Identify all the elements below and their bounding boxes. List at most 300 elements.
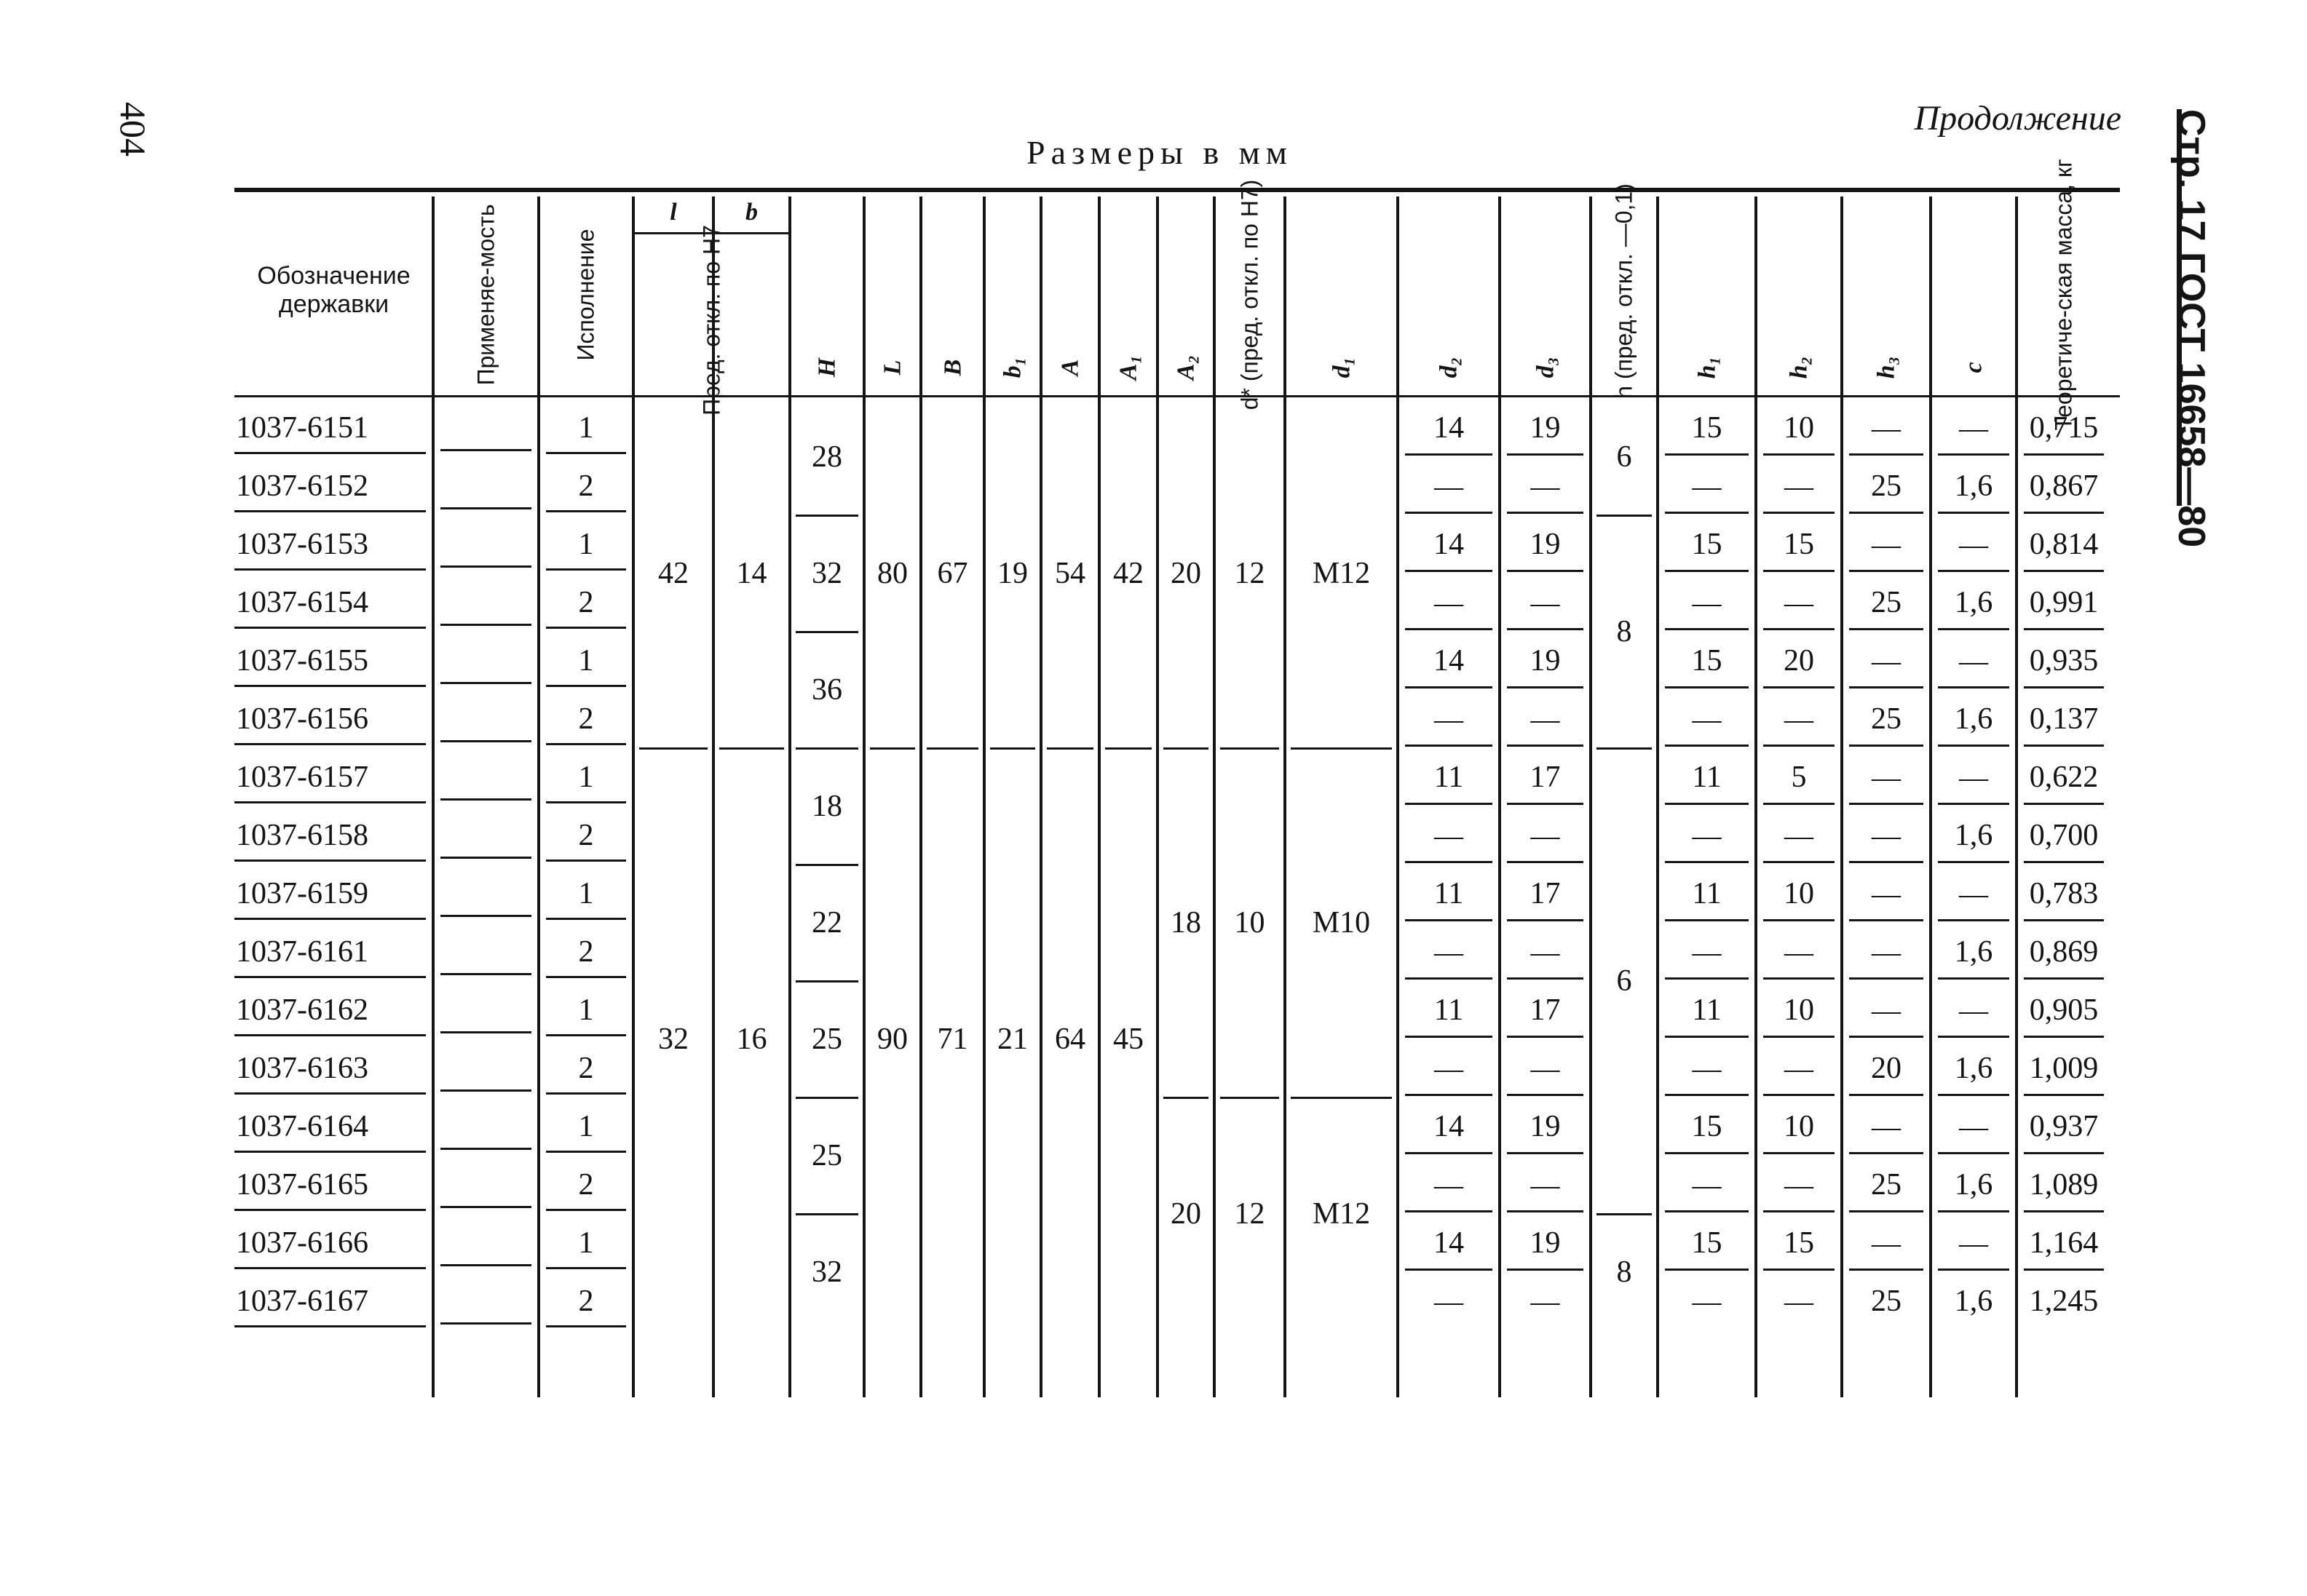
group-b1-cell: 19 [997, 557, 1028, 590]
header-l: l [670, 199, 677, 226]
row-rule [1665, 1094, 1749, 1096]
row-rule [1405, 628, 1492, 630]
d2-cell: 11 [1433, 761, 1464, 794]
h2-cell: — [1784, 1285, 1813, 1318]
d3-cell: — [1530, 702, 1560, 736]
group-b-cell: 16 [736, 1023, 767, 1056]
designation-cell: 1037-6152 [236, 469, 368, 503]
header-h: h (пред. откл. —0,1) [1610, 183, 1637, 399]
row-rule [1763, 453, 1835, 456]
row-rule [1405, 1094, 1492, 1096]
h2-cell: 20 [1784, 644, 1814, 678]
row-rule [546, 801, 626, 803]
row-rule [440, 682, 531, 684]
h3-cell: 25 [1871, 702, 1902, 736]
column-rule [1283, 196, 1286, 1397]
d2-cell: — [1434, 819, 1463, 852]
group-l-cell: 80 [877, 557, 908, 590]
row-rule [1665, 512, 1749, 514]
column-rule [1040, 196, 1042, 1397]
row-rule [1849, 919, 1923, 921]
header-h: H [813, 357, 841, 378]
h-cell: 8 [1616, 615, 1632, 648]
H-cell: 36 [812, 673, 842, 707]
h-rule [1596, 747, 1652, 750]
row-rule [1507, 686, 1583, 688]
row-rule [440, 507, 531, 509]
h1-cell: 15 [1691, 411, 1722, 445]
c-cell: — [1959, 644, 1988, 678]
row-rule [1763, 512, 1835, 514]
side-header: Стр. 17 ГОСТ 16658—80 [2170, 109, 2212, 548]
row-rule [1849, 1036, 1923, 1038]
column-rule [432, 196, 435, 1397]
d-star-cell: 12 [1234, 1197, 1265, 1231]
h3-cell: — [1872, 761, 1901, 794]
d1-cell: M12 [1312, 1197, 1371, 1231]
H-cell: 22 [812, 906, 842, 940]
c-cell: — [1959, 411, 1988, 445]
row-rule [1665, 628, 1749, 630]
version-cell: 2 [578, 1285, 594, 1318]
d3-cell: 19 [1530, 411, 1561, 445]
mass-cell: 1,164 [2029, 1226, 2099, 1260]
row-rule [1405, 803, 1492, 805]
column-rule [2015, 196, 2018, 1397]
d3-cell: — [1530, 819, 1560, 852]
row-rule [546, 1092, 626, 1095]
row-rule [440, 740, 531, 742]
H-cell: 28 [812, 440, 842, 474]
c-cell: 1,6 [1954, 469, 1993, 503]
h2-cell: — [1784, 935, 1813, 969]
row-rule [1507, 453, 1583, 456]
header-d-star: d* (пред. откл. по H7) [1235, 179, 1262, 410]
row-rule [1849, 1094, 1923, 1096]
h2-cell: 10 [1784, 993, 1814, 1027]
d2-cell: 14 [1433, 644, 1464, 678]
row-rule [1938, 1094, 2009, 1096]
row-rule [440, 1148, 531, 1150]
d3-cell: — [1530, 935, 1560, 969]
c-cell: 1,6 [1954, 1052, 1993, 1085]
row-rule [1763, 570, 1835, 572]
h1-cell: — [1692, 1285, 1722, 1318]
version-cell: 2 [578, 586, 594, 619]
row-rule [440, 1089, 531, 1092]
version-cell: 1 [578, 644, 594, 678]
group-b1-cell: 21 [997, 1023, 1028, 1056]
row-rule [546, 859, 626, 862]
designation-cell: 1037-6166 [236, 1226, 368, 1260]
row-rule [1849, 1269, 1923, 1271]
row-rule [440, 798, 531, 801]
d2-cell: — [1434, 702, 1463, 736]
h3-cell: 25 [1871, 1168, 1902, 1202]
row-rule [440, 624, 531, 626]
row-rule [1763, 1210, 1835, 1212]
group-rule [1047, 747, 1093, 750]
column-rule [983, 196, 986, 1397]
row-rule [1405, 512, 1492, 514]
row-rule [2024, 512, 2104, 514]
row-rule [1507, 1094, 1583, 1096]
column-rule [863, 196, 866, 1397]
row-rule [1405, 745, 1492, 747]
h1-cell: — [1692, 586, 1722, 619]
mass-cell: 0,783 [2029, 877, 2099, 910]
h3-cell: — [1872, 993, 1901, 1027]
designation-cell: 1037-6159 [236, 877, 368, 910]
row-rule [234, 685, 426, 687]
row-rule [234, 1325, 426, 1327]
designation-cell: 1037-6158 [236, 819, 368, 852]
d-star-cell: 12 [1234, 557, 1265, 590]
row-rule [234, 627, 426, 629]
row-rule [1405, 1210, 1492, 1212]
thread-rule [1220, 1097, 1279, 1099]
header-applicability: Применяе-мость [472, 204, 499, 386]
row-rule [1507, 1210, 1583, 1212]
row-rule [1405, 570, 1492, 572]
c-cell: — [1959, 761, 1988, 794]
d2-cell: — [1434, 469, 1463, 503]
row-rule [1665, 803, 1749, 805]
row-rule [1938, 570, 2009, 572]
h-cell: 8 [1616, 1255, 1632, 1289]
group-l-cell: 32 [658, 1023, 689, 1056]
row-rule [234, 1151, 426, 1153]
row-rule [546, 743, 626, 745]
row-rule [1938, 861, 2009, 863]
row-rule [1938, 803, 2009, 805]
h2-cell: — [1784, 586, 1813, 619]
mass-cell: 0,867 [2029, 469, 2099, 503]
header-d1: d₁ [1327, 357, 1355, 378]
mass-cell: 0,622 [2029, 761, 2099, 794]
H-cell: 18 [812, 790, 842, 823]
row-rule [1507, 745, 1583, 747]
h2-cell: 15 [1784, 528, 1814, 561]
mass-cell: 0,991 [2029, 586, 2099, 619]
version-cell: 2 [578, 1168, 594, 1202]
c-cell: — [1959, 993, 1988, 1027]
c-cell: 1,6 [1954, 819, 1993, 852]
row-rule [234, 801, 426, 803]
header-d2: d₂ [1435, 357, 1463, 378]
row-rule [1849, 570, 1923, 572]
version-cell: 1 [578, 877, 594, 910]
h3-cell: 25 [1871, 586, 1902, 619]
row-rule [1405, 1269, 1492, 1271]
header-l: L [879, 360, 906, 376]
d2-cell: 14 [1433, 411, 1464, 445]
row-rule [1665, 1036, 1749, 1038]
column-rule [1840, 196, 1843, 1397]
row-rule [1938, 977, 2009, 980]
header-bottom-rule [234, 395, 2120, 397]
c-cell: 1,6 [1954, 1285, 1993, 1318]
row-rule [1405, 1152, 1492, 1154]
mass-cell: 0,137 [2029, 702, 2099, 736]
row-rule [1763, 686, 1835, 688]
row-rule [546, 1267, 626, 1269]
row-rule [1849, 628, 1923, 630]
A2-cell: 20 [1171, 557, 1201, 590]
row-rule [1763, 977, 1835, 980]
row-rule [234, 1267, 426, 1269]
row-rule [234, 859, 426, 862]
h2-cell: — [1784, 819, 1813, 852]
c-cell: — [1959, 877, 1988, 910]
h-rule [1596, 515, 1652, 517]
row-rule [2024, 919, 2104, 921]
row-rule [2024, 628, 2104, 630]
version-cell: 1 [578, 1226, 594, 1260]
row-rule [1938, 745, 2009, 747]
h-rule [1596, 1213, 1652, 1215]
row-rule [2024, 1269, 2104, 1271]
d3-cell: 17 [1530, 993, 1561, 1027]
d1-cell: M12 [1312, 557, 1371, 590]
h3-cell: — [1872, 1226, 1901, 1260]
designation-cell: 1037-6167 [236, 1285, 368, 1318]
group-rule [870, 747, 915, 750]
version-cell: 1 [578, 993, 594, 1027]
designation-cell: 1037-6163 [236, 1052, 368, 1085]
row-rule [1665, 861, 1749, 863]
row-rule [1665, 453, 1749, 456]
d2-cell: 14 [1433, 528, 1464, 561]
c-cell: 1,6 [1954, 702, 1993, 736]
row-rule [440, 973, 531, 975]
row-rule [440, 1031, 531, 1033]
h3-cell: — [1872, 935, 1901, 969]
d-star-cell: 10 [1234, 906, 1265, 940]
row-rule [440, 1322, 531, 1325]
row-rule [1849, 977, 1923, 980]
designation-cell: 1037-6164 [236, 1110, 368, 1143]
mass-cell: 0,935 [2029, 644, 2099, 678]
h3-cell: — [1872, 877, 1901, 910]
d3-cell: 19 [1530, 644, 1561, 678]
d3-cell: 19 [1530, 1226, 1561, 1260]
header-b: b [745, 199, 758, 226]
mass-cell: 0,905 [2029, 993, 2099, 1027]
thread-rule [1291, 1097, 1392, 1099]
row-rule [440, 565, 531, 568]
row-rule [2024, 1094, 2104, 1096]
h-cell: 6 [1616, 964, 1632, 998]
d1-cell: M10 [1312, 906, 1371, 940]
row-rule [1665, 919, 1749, 921]
header-mass: Теоретиче-ская масса, кг [2050, 159, 2077, 431]
h3-cell: — [1872, 644, 1901, 678]
H-rule [796, 747, 858, 750]
row-rule [2024, 803, 2104, 805]
h3-cell: 20 [1871, 1052, 1902, 1085]
h1-cell: — [1692, 702, 1722, 736]
designation-cell: 1037-6151 [236, 411, 368, 445]
row-rule [1405, 977, 1492, 980]
row-rule [2024, 1152, 2104, 1154]
row-rule [1507, 1036, 1583, 1038]
h1-cell: — [1692, 819, 1722, 852]
row-rule [1507, 570, 1583, 572]
designation-cell: 1037-6153 [236, 528, 368, 561]
row-rule [1507, 1269, 1583, 1271]
column-rule [1396, 196, 1399, 1397]
mass-cell: 1,009 [2029, 1052, 2099, 1085]
d2-cell: — [1434, 935, 1463, 969]
row-rule [234, 976, 426, 978]
designation-cell: 1037-6156 [236, 702, 368, 736]
version-cell: 1 [578, 1110, 594, 1143]
H-rule [796, 980, 858, 982]
group-l-cell: 42 [658, 557, 689, 590]
mass-cell: 0,700 [2029, 819, 2099, 852]
h3-cell: — [1872, 411, 1901, 445]
row-rule [1665, 745, 1749, 747]
h-cell: 6 [1616, 440, 1632, 474]
h1-cell: 15 [1691, 528, 1722, 561]
page-number: 404 [113, 102, 154, 156]
header-h1: h₁ [1693, 356, 1720, 379]
row-rule [440, 449, 531, 451]
h1-cell: 11 [1692, 993, 1722, 1027]
row-rule [1849, 861, 1923, 863]
header-a2: A₂ [1172, 354, 1200, 381]
row-rule [234, 918, 426, 920]
A2-cell: 18 [1171, 906, 1201, 940]
row-rule [234, 568, 426, 571]
row-rule [1507, 861, 1583, 863]
row-rule [1507, 1152, 1583, 1154]
designation-cell: 1037-6155 [236, 644, 368, 678]
row-rule [1849, 745, 1923, 747]
row-rule [2024, 570, 2104, 572]
designation-cell: 1037-6157 [236, 761, 368, 794]
header-c: c [1960, 362, 1987, 373]
row-rule [234, 1034, 426, 1036]
version-cell: 2 [578, 469, 594, 503]
A2-cell: 20 [1171, 1197, 1201, 1231]
h2-cell: 5 [1791, 761, 1807, 794]
column-rule [1929, 196, 1932, 1397]
group-rule [1105, 747, 1152, 750]
h2-cell: — [1784, 469, 1813, 503]
h1-cell: 15 [1691, 644, 1722, 678]
row-rule [1665, 1269, 1749, 1271]
thread-rule [1163, 1097, 1208, 1099]
row-rule [1938, 1152, 2009, 1154]
d3-cell: 17 [1530, 877, 1561, 910]
row-rule [2024, 453, 2104, 456]
group-rule [990, 747, 1035, 750]
c-cell: 1,6 [1954, 1168, 1993, 1202]
mass-cell: 0,715 [2029, 411, 2099, 445]
d2-cell: 11 [1433, 877, 1464, 910]
row-rule [546, 685, 626, 687]
version-cell: 1 [578, 761, 594, 794]
group-rule [639, 747, 708, 750]
column-rule [1156, 196, 1159, 1397]
row-rule [234, 743, 426, 745]
column-rule [1754, 196, 1757, 1397]
h1-cell: 15 [1691, 1226, 1722, 1260]
h1-cell: — [1692, 1052, 1722, 1085]
row-rule [1938, 1210, 2009, 1212]
designation-cell: 1037-6165 [236, 1168, 368, 1202]
group-a1-cell: 42 [1113, 557, 1144, 590]
h3-cell: — [1872, 1110, 1901, 1143]
row-rule [2024, 1036, 2104, 1038]
row-rule [546, 452, 626, 454]
row-rule [1405, 453, 1492, 456]
row-rule [1507, 628, 1583, 630]
group-l-cell: 90 [877, 1023, 908, 1056]
version-cell: 1 [578, 528, 594, 561]
d3-cell: — [1530, 469, 1560, 503]
c-cell: — [1959, 1226, 1988, 1260]
row-rule [440, 1206, 531, 1208]
H-rule [796, 515, 858, 517]
group-rule [1220, 747, 1279, 750]
header-b: B [938, 359, 966, 376]
mass-cell: 1,089 [2029, 1168, 2099, 1202]
row-rule [1405, 1036, 1492, 1038]
column-rule [1098, 196, 1101, 1397]
row-rule [234, 1092, 426, 1095]
header-h3: h₃ [1872, 356, 1900, 379]
d2-cell: 14 [1433, 1110, 1464, 1143]
row-rule [1405, 919, 1492, 921]
designation-cell: 1037-6154 [236, 586, 368, 619]
header-a: A [1056, 359, 1084, 376]
row-rule [1849, 453, 1923, 456]
row-rule [234, 452, 426, 454]
mass-cell: 0,814 [2029, 528, 2099, 561]
column-rule [1213, 196, 1216, 1397]
version-cell: 2 [578, 1052, 594, 1085]
h2-cell: 10 [1784, 411, 1814, 445]
group-rule [719, 747, 784, 750]
h1-cell: 15 [1691, 1110, 1722, 1143]
column-rule [1498, 196, 1501, 1397]
row-rule [1938, 1269, 2009, 1271]
h3-cell: — [1872, 528, 1901, 561]
H-cell: 32 [812, 557, 842, 590]
row-rule [234, 1209, 426, 1211]
row-rule [234, 510, 426, 512]
row-rule [1763, 745, 1835, 747]
row-rule [1405, 686, 1492, 688]
row-rule [1938, 1036, 2009, 1038]
h2-cell: — [1784, 1168, 1813, 1202]
H-rule [796, 631, 858, 633]
row-rule [1763, 861, 1835, 863]
row-rule [1763, 1269, 1835, 1271]
header-h2: h₂ [1785, 356, 1813, 379]
row-rule [1665, 686, 1749, 688]
version-cell: 2 [578, 935, 594, 969]
d2-cell: — [1434, 586, 1463, 619]
row-rule [546, 1209, 626, 1211]
row-rule [546, 568, 626, 571]
table-top-rule [234, 188, 2120, 192]
H-rule [796, 1097, 858, 1099]
row-rule [546, 627, 626, 629]
